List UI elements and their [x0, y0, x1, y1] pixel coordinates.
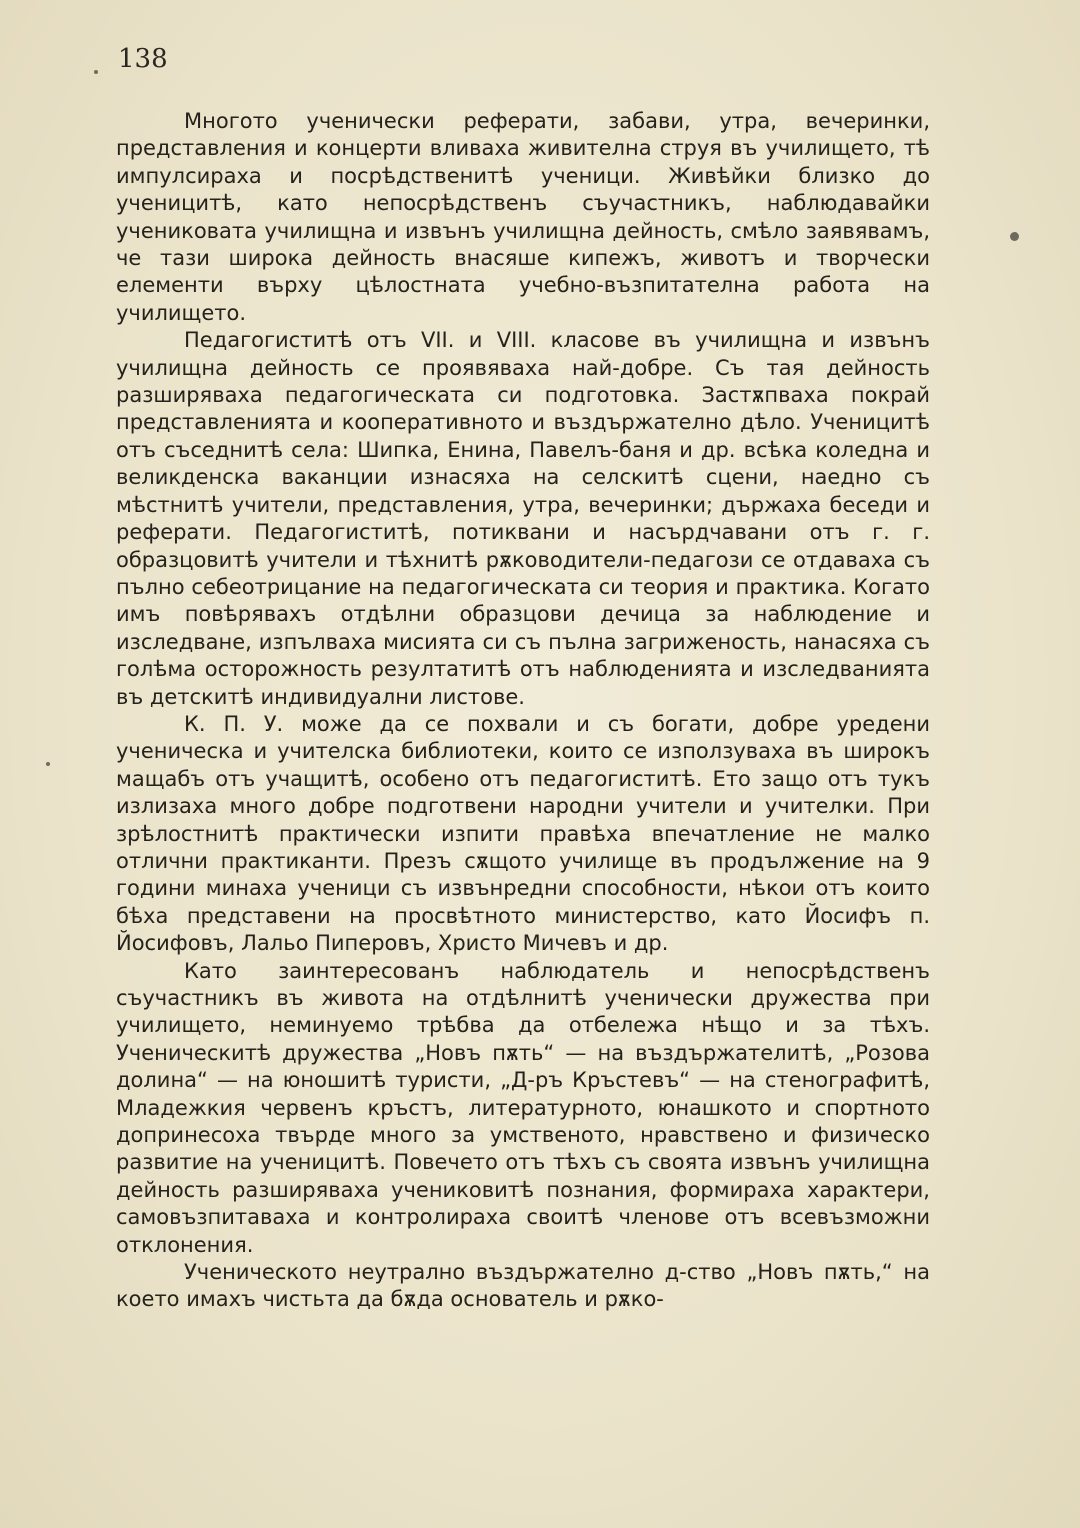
ink-speck — [46, 762, 50, 766]
ink-speck — [1010, 232, 1019, 241]
page-number: 138 — [118, 44, 168, 74]
paragraph: Като заинтересованъ наблюдатель и непосрѣдственъ съучастникъ въ живота на отдѣлнитѣ ученически дружества при училището, неминуемо трѣбва да отбележа нѣщо и за тѣхъ. Ученическитѣ дружества „Новъ пѫть“ — на въздържателитѣ, „Розова долина“ — на юношитѣ туристи, „Д-ръ Кръстевъ“ — на стенографитѣ, Младежкия червенъ кръстъ, литературното, юнашкото и спортното допринесоха твърде много за умственото, нравствено и физическо развитие на ученицитѣ. Повечето отъ тѣхъ съ своята извънъ училищна дейность разширяваха учениковитѣ познания, формираха характери, самовъзпитаваха и контролираха своитѣ членове отъ всевъзможни отклонения. — [116, 958, 930, 1257]
paragraph: Многото ученически реферати, забави, утра, вечеринки, представления и концерти вливаха живителна струя въ училището, тѣ импулсираха и посрѣдственитѣ ученици. Живѣйки близко до ученицитѣ, като непосрѣдственъ съучастникъ, наблюдавайки учениковата училищна и извънъ училищна дейность, смѣло заявявамъ, че тази широка дейность внасяше кипежъ, животъ и творчески елементи върху цѣлостната учебно-възпитателна работа на училището. — [116, 109, 930, 325]
paragraph: К. П. У. може да се похвали и съ богати, добре уредени ученическа и учителска библиотеки, които се използуваха въ широкъ мащабъ отъ учащитѣ, особено отъ педагогиститѣ. Ето защо отъ тукъ излизаха много добре подготвени народни учители и учителки. При зрѣлостнитѣ практически изпити правѣха впечатление не малко отлични практиканти. Презъ сѫщото училище въ продължение на 9 години минаха ученици съ извънредни способности, нѣкои отъ които бѣха представени на просвѣтното министерство, като Йосифъ п. Йосифовъ, Лальо Пиперовъ, Христо Мичевъ и др. — [116, 711, 930, 956]
paragraph: Педагогиститѣ отъ VII. и VIII. класове въ училищна и извънъ училищна дейность се проявяваха най-добре. Съ тая дейность разширяваха педагогическата си подготовка. Застѫпваха покрай представленията и кооперативното и въздържателно дѣло. Ученицитѣ отъ съседнитѣ села: Шипка, Енина, Павелъ-баня и др. всѣка коледна и великденска ваканции изнасяха на селскитѣ сцени, наедно съ мѣстнитѣ учители, представления, утра, вечеринки; държаха беседи и реферати. Педагогиститѣ, потиквани и насърдчавани отъ г. г. образцовитѣ учители и тѣхнитѣ рѫководители-педагози се отдаваха съ пълно себеотрицание на педагогическата си теория и практика. Когато имъ повѣрявахъ отдѣлни образцови дечица за наблюдение и изследване, изпълваха мисията си съ пълна загриженость, нанасяха съ голѣма осторожность резултатитѣ отъ наблюденията и изследванията въ детскитѣ индивидуални листове. — [116, 328, 930, 709]
ink-speck — [94, 70, 98, 74]
body-text — [116, 108, 930, 1314]
paragraph: Ученическото неутрално въздържателно д-ство „Новъ пѫть,“ на което имахъ чистьта да бѫда основатель и рѫко- — [116, 1260, 930, 1312]
